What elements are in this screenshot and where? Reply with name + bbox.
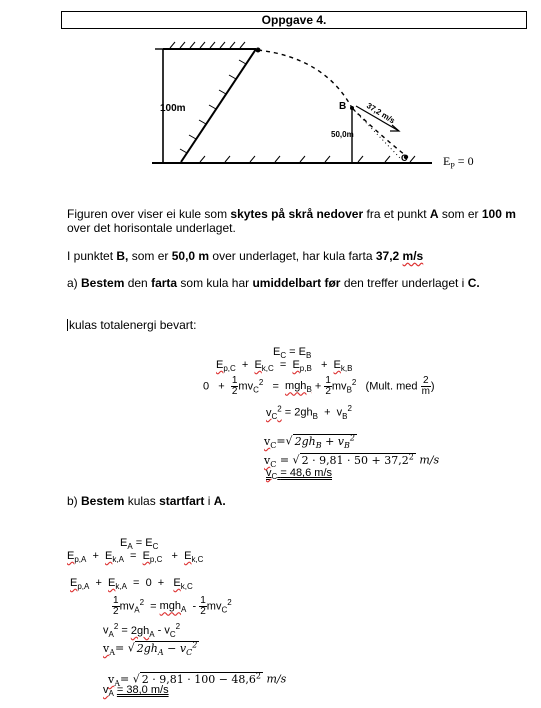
height-label: 100m — [160, 103, 186, 114]
eq-a-1: $E_C = E_B$ — [273, 346, 312, 361]
eq-b-4: $\frac{1}{2}$ $mv_A^2 = mgh_A$ - $\frac{1}{2}$ $mv_C^2$ — [113, 595, 232, 617]
intro-paragraph-1: Figuren over viser ei kule som skytes på skrå nedover fra et punkt A som er 100 m over det horisontale underlaget. — [67, 207, 516, 235]
eq-a-3: 0 + $\frac{1}{2}$ $mv_C^2 = mgh_B$ + $\frac{1}{2}$ $mv_B^2$ (Mult. med $\frac{2}{m}$ ) — [203, 375, 435, 397]
question-a: a) Bestem den farta som kula har umiddelbart før den treffer underlaget i C. — [67, 276, 480, 290]
result-b: $v_A = 38,0$ m/s — [103, 684, 169, 699]
eq-b-7: $v_A=$ √ $2 \cdot 9,81 \cdot 100 - 48,6^2$ m/s — [108, 671, 287, 688]
energy-note: kulas totalenergi bevart: — [69, 318, 197, 332]
eq-a-2: $E_{p,C} + E_{k,C} = E_{p,B} + E_{k,B}$ — [216, 359, 353, 374]
intro-paragraph-2: I punktet B, som er 50,0 m over underlaget, har kula farta 37,2 m/s — [67, 249, 424, 263]
eq-b-1: $E_A = E_C$ — [120, 537, 159, 552]
eq-b-3: $E_{p,A} + E_{k,A} = 0 + E_{k,C}$ — [70, 577, 193, 592]
ep-zero-label: $E_P = 0$ — [443, 154, 474, 171]
eq-b-2: $E_{p,A} + E_{k,A} = E_{p,C} + E_{k,C}$ — [67, 550, 204, 565]
eq-a-5: $v_C=√$ $2gh_B + v_B^2$ — [264, 433, 356, 450]
eq-b-5: $v_A^2 = 2gh_A - v_C^2$ — [103, 622, 181, 639]
speed-label: 37,2 m/s — [364, 101, 397, 126]
eq-a-6: $v_C$ = √ $2 \cdot 9,81 \cdot 50 + 37,2^2$ m/s — [264, 452, 440, 469]
eq-a-4: $v_C^2 = 2gh_B + v_B^2$ — [266, 404, 352, 421]
height-b-label: 50,0m — [331, 130, 354, 139]
result-a: $v_C = 48,6$ m/s — [266, 467, 333, 482]
task-title: Oppgave 4. — [61, 11, 527, 29]
question-b: b) Bestem kulas startfart i A. — [67, 494, 226, 508]
trajectory-figure — [0, 0, 541, 180]
point-c-label: C — [401, 153, 408, 163]
point-b-label: B — [339, 101, 347, 112]
eq-b-6: $v_A=$ √ $2gh_A - v_C^2$ — [103, 640, 198, 657]
